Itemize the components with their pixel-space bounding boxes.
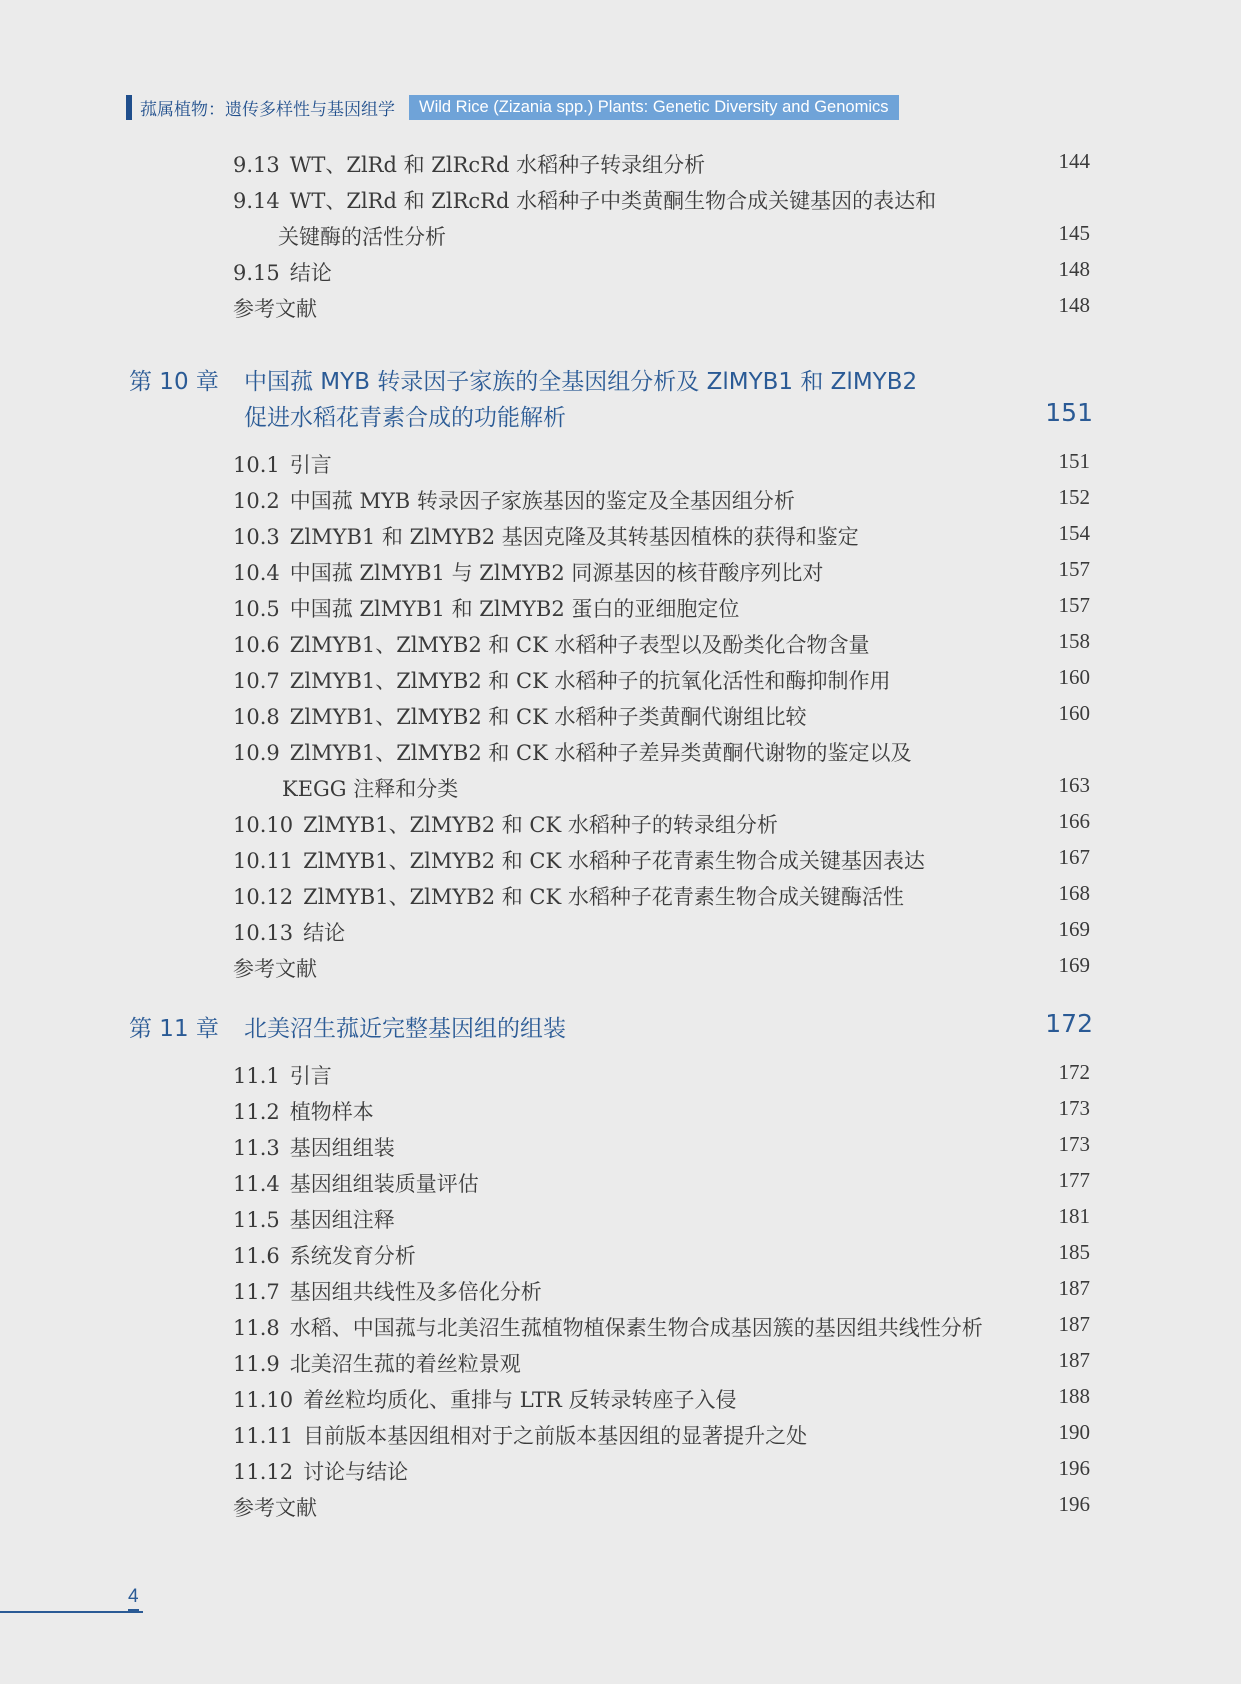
toc-entry[interactable] xyxy=(233,1384,737,1414)
toc-entry[interactable] xyxy=(233,1060,332,1090)
toc-entry-title: ZlMYB1、ZlMYB2 和 CK 水稻种子的转录组分析 xyxy=(303,813,778,837)
toc-entry[interactable] xyxy=(233,557,823,587)
header-title-cn: 菰属植物：遗传多样性与基因组学 xyxy=(140,100,395,120)
toc-entry-number: 11.10 xyxy=(233,1388,294,1412)
toc-entry-number: 10.5 xyxy=(233,597,280,621)
toc-entry-page: 160 xyxy=(1058,701,1090,725)
toc-entry-page: 169 xyxy=(1058,953,1090,977)
toc-entry-number: 10.7 xyxy=(233,669,280,693)
toc-entry-page: 173 xyxy=(1058,1096,1090,1120)
toc-entry-page: 148 xyxy=(1058,257,1090,281)
toc-entry[interactable] xyxy=(233,1492,317,1522)
toc-entry-page: 157 xyxy=(1058,593,1090,617)
toc-entry[interactable] xyxy=(233,1204,395,1234)
toc-entry-title: 关键酶的活性分析 xyxy=(278,225,446,249)
toc-entry-page: 185 xyxy=(1058,1240,1090,1264)
toc-entry-page: 166 xyxy=(1058,809,1090,833)
toc-entry[interactable] xyxy=(233,1456,408,1486)
toc-entry[interactable] xyxy=(233,1312,983,1342)
toc-entry-number: 10.3 xyxy=(233,525,280,549)
toc-entry-title: 中国菰 ZlMYB1 与 ZlMYB2 同源基因的核苷酸序列比对 xyxy=(289,561,824,585)
toc-entry[interactable] xyxy=(233,1276,542,1306)
toc-entry-number: 11.1 xyxy=(233,1064,280,1088)
toc-entry-title: 中国菰 MYB 转录因子家族基因的鉴定及全基因组分析 xyxy=(289,489,795,513)
toc-entry[interactable] xyxy=(233,293,317,323)
toc-entry-number: 11.12 xyxy=(233,1460,294,1484)
toc-entry-page: 168 xyxy=(1058,881,1090,905)
toc-entry-number: 11.3 xyxy=(233,1136,280,1160)
toc-entry-number: 11.2 xyxy=(233,1100,280,1124)
toc-entry-page: 177 xyxy=(1058,1168,1090,1192)
toc-entry-page: 151 xyxy=(1058,449,1090,473)
toc-entry-page: 187 xyxy=(1058,1348,1090,1372)
toc-entry-page: 173 xyxy=(1058,1132,1090,1156)
toc-entry[interactable] xyxy=(233,149,705,179)
toc-entry[interactable] xyxy=(233,809,778,839)
toc-entry-title: 引言 xyxy=(289,453,332,477)
chapter-page: 151 xyxy=(1045,398,1093,427)
toc-entry[interactable] xyxy=(233,1348,521,1378)
toc-entry-page: 188 xyxy=(1058,1384,1090,1408)
toc-entry-number: 10.6 xyxy=(233,633,280,657)
toc-entry-title: KEGG 注释和分类 xyxy=(282,777,459,801)
toc-entry-title: ZlMYB1、ZlMYB2 和 CK 水稻种子花青素生物合成关键酶活性 xyxy=(303,885,904,909)
toc-entry-title: WT、ZlRd 和 ZlRcRd 水稻种子转录组分析 xyxy=(289,153,706,177)
toc-entry-number: 10.11 xyxy=(233,849,294,873)
toc-entry-number: 11.7 xyxy=(233,1280,280,1304)
toc-entry-title: ZlMYB1、ZlMYB2 和 CK 水稻种子花青素生物合成关键基因表达 xyxy=(303,849,925,873)
toc-entry-page: 158 xyxy=(1058,629,1090,653)
toc-entry[interactable] xyxy=(233,449,332,479)
toc-entry-page: 190 xyxy=(1058,1420,1090,1444)
toc-entry-number: 10.12 xyxy=(233,885,294,909)
toc-entry-title: ZlMYB1、ZlMYB2 和 CK 水稻种子的抗氧化活性和酶抑制作用 xyxy=(289,669,891,693)
toc-entry-page: 172 xyxy=(1058,1060,1090,1084)
toc-entry-number: 9.13 xyxy=(233,153,280,177)
toc-entry-page: 167 xyxy=(1058,845,1090,869)
toc-entry-title: 引言 xyxy=(289,1064,332,1088)
toc-entry-number: 10.1 xyxy=(233,453,280,477)
toc-entry-page: 196 xyxy=(1058,1456,1090,1480)
toc-entry[interactable] xyxy=(233,629,869,659)
toc-entry-number: 11.9 xyxy=(233,1352,280,1376)
toc-entry-number: 9.15 xyxy=(233,261,280,285)
toc-entry[interactable] xyxy=(233,521,859,551)
toc-entry[interactable] xyxy=(233,257,332,287)
toc-entry[interactable] xyxy=(233,1168,479,1198)
toc-entry[interactable] xyxy=(233,953,317,983)
toc-entry-number: 10.8 xyxy=(233,705,280,729)
toc-entry-title: ZlMYB1 和 ZlMYB2 基因克隆及其转基因植株的获得和鉴定 xyxy=(289,525,859,549)
chapter-title-line2[interactable]: 促进水稻花青素合成的功能解析 xyxy=(244,405,566,431)
toc-entry-page: 154 xyxy=(1058,521,1090,545)
toc-entry-title: 基因组组装 xyxy=(289,1136,395,1160)
toc-entry-title: ZlMYB1、ZlMYB2 和 CK 水稻种子差异类黄酮代谢物的鉴定以及 xyxy=(289,741,912,765)
toc-entry[interactable] xyxy=(278,221,446,251)
toc-entry-title: 基因组注释 xyxy=(289,1208,395,1232)
toc-entry-title: 中国菰 ZlMYB1 和 ZlMYB2 蛋白的亚细胞定位 xyxy=(289,597,740,621)
toc-entry[interactable] xyxy=(233,881,904,911)
toc-entry-page: 152 xyxy=(1058,485,1090,509)
page-number: 4 xyxy=(128,1586,139,1612)
toc-entry-title: 结论 xyxy=(289,261,332,285)
toc-entry-title: 植物样本 xyxy=(289,1100,374,1124)
toc-entry-number: 10.9 xyxy=(233,741,280,765)
toc-entry[interactable] xyxy=(233,593,739,623)
toc-entry-number: 11.4 xyxy=(233,1172,280,1196)
toc-entry-title: 北美沼生菰的着丝粒景观 xyxy=(289,1352,521,1376)
toc-entry-title: 系统发育分析 xyxy=(289,1244,416,1268)
toc-entry-number: 10.10 xyxy=(233,813,294,837)
running-header xyxy=(126,95,899,120)
toc-entry[interactable] xyxy=(233,737,911,767)
chapter-label: 第 11 章 xyxy=(129,1016,219,1042)
toc-entry[interactable] xyxy=(233,845,925,875)
toc-entry-page: 148 xyxy=(1058,293,1090,317)
toc-entry-page: 144 xyxy=(1058,149,1090,173)
toc-entry-title: 目前版本基因组相对于之前版本基因组的显著提升之处 xyxy=(303,1424,808,1448)
toc-entry[interactable] xyxy=(233,1240,416,1270)
toc-entry[interactable] xyxy=(233,485,795,515)
toc-entry-title: 参考文献 xyxy=(233,297,317,321)
chapter-label: 第 10 章 xyxy=(129,369,219,395)
toc-entry-page: 160 xyxy=(1058,665,1090,689)
footer-rule xyxy=(0,1611,143,1613)
toc-entry[interactable] xyxy=(233,1132,395,1162)
toc-entry[interactable] xyxy=(233,185,936,215)
toc-entry-page: 145 xyxy=(1058,221,1090,245)
toc-entry-title: 基因组共线性及多倍化分析 xyxy=(289,1280,542,1304)
toc-entry-title: 参考文献 xyxy=(233,1496,317,1520)
toc-entry-number: 11.11 xyxy=(233,1424,294,1448)
toc-entry-number: 11.8 xyxy=(233,1316,280,1340)
toc-entry-number: 9.14 xyxy=(233,189,280,213)
toc-entry-title: 讨论与结论 xyxy=(303,1460,409,1484)
header-title-en: Wild Rice (Zizania spp.) Plants: Genetic Diversity and Genomics xyxy=(409,95,899,120)
toc-entry[interactable] xyxy=(233,917,345,947)
toc-entry-page: 157 xyxy=(1058,557,1090,581)
toc-entry-title: 结论 xyxy=(303,921,346,945)
toc-entry-title: 着丝粒均质化、重排与 LTR 反转录转座子入侵 xyxy=(303,1388,737,1412)
header-accent-bar xyxy=(126,95,132,120)
toc-entry-page: 181 xyxy=(1058,1204,1090,1228)
toc-entry-number: 10.13 xyxy=(233,921,294,945)
toc-entry-title: ZlMYB1、ZlMYB2 和 CK 水稻种子表型以及酚类化合物含量 xyxy=(289,633,870,657)
toc-entry-page: 187 xyxy=(1058,1312,1090,1336)
chapter-title[interactable]: 北美沼生菰近完整基因组的组装 xyxy=(244,1016,566,1042)
toc-entry-page: 169 xyxy=(1058,917,1090,941)
toc-entry-title: 水稻、中国菰与北美沼生菰植物植保素生物合成基因簇的基因组共线性分析 xyxy=(289,1316,983,1340)
toc-entry-number: 11.5 xyxy=(233,1208,280,1232)
toc-entry-page: 187 xyxy=(1058,1276,1090,1300)
toc-entry-number: 10.4 xyxy=(233,561,280,585)
toc-entry[interactable] xyxy=(233,1096,374,1126)
toc-entry-page: 163 xyxy=(1058,773,1090,797)
toc-entry[interactable] xyxy=(233,665,890,695)
toc-entry-number: 11.6 xyxy=(233,1244,280,1268)
chapter-page: 172 xyxy=(1045,1009,1093,1038)
toc-entry-page: 196 xyxy=(1058,1492,1090,1516)
toc-entry[interactable] xyxy=(233,1420,807,1450)
chapter-title[interactable]: 中国菰 MYB 转录因子家族的全基因组分析及 ZlMYB1 和 ZlMYB2 xyxy=(244,369,918,395)
toc-entry-title: WT、ZlRd 和 ZlRcRd 水稻种子中类黄酮生物合成关键基因的表达和 xyxy=(289,189,937,213)
toc-entry-title: 参考文献 xyxy=(233,957,317,981)
toc-entry-number: 10.2 xyxy=(233,489,280,513)
toc-entry-title: 基因组组装质量评估 xyxy=(289,1172,479,1196)
toc-entry[interactable] xyxy=(282,773,458,803)
toc-entry-title: ZlMYB1、ZlMYB2 和 CK 水稻种子类黄酮代谢组比较 xyxy=(289,705,807,729)
toc-entry[interactable] xyxy=(233,701,806,731)
